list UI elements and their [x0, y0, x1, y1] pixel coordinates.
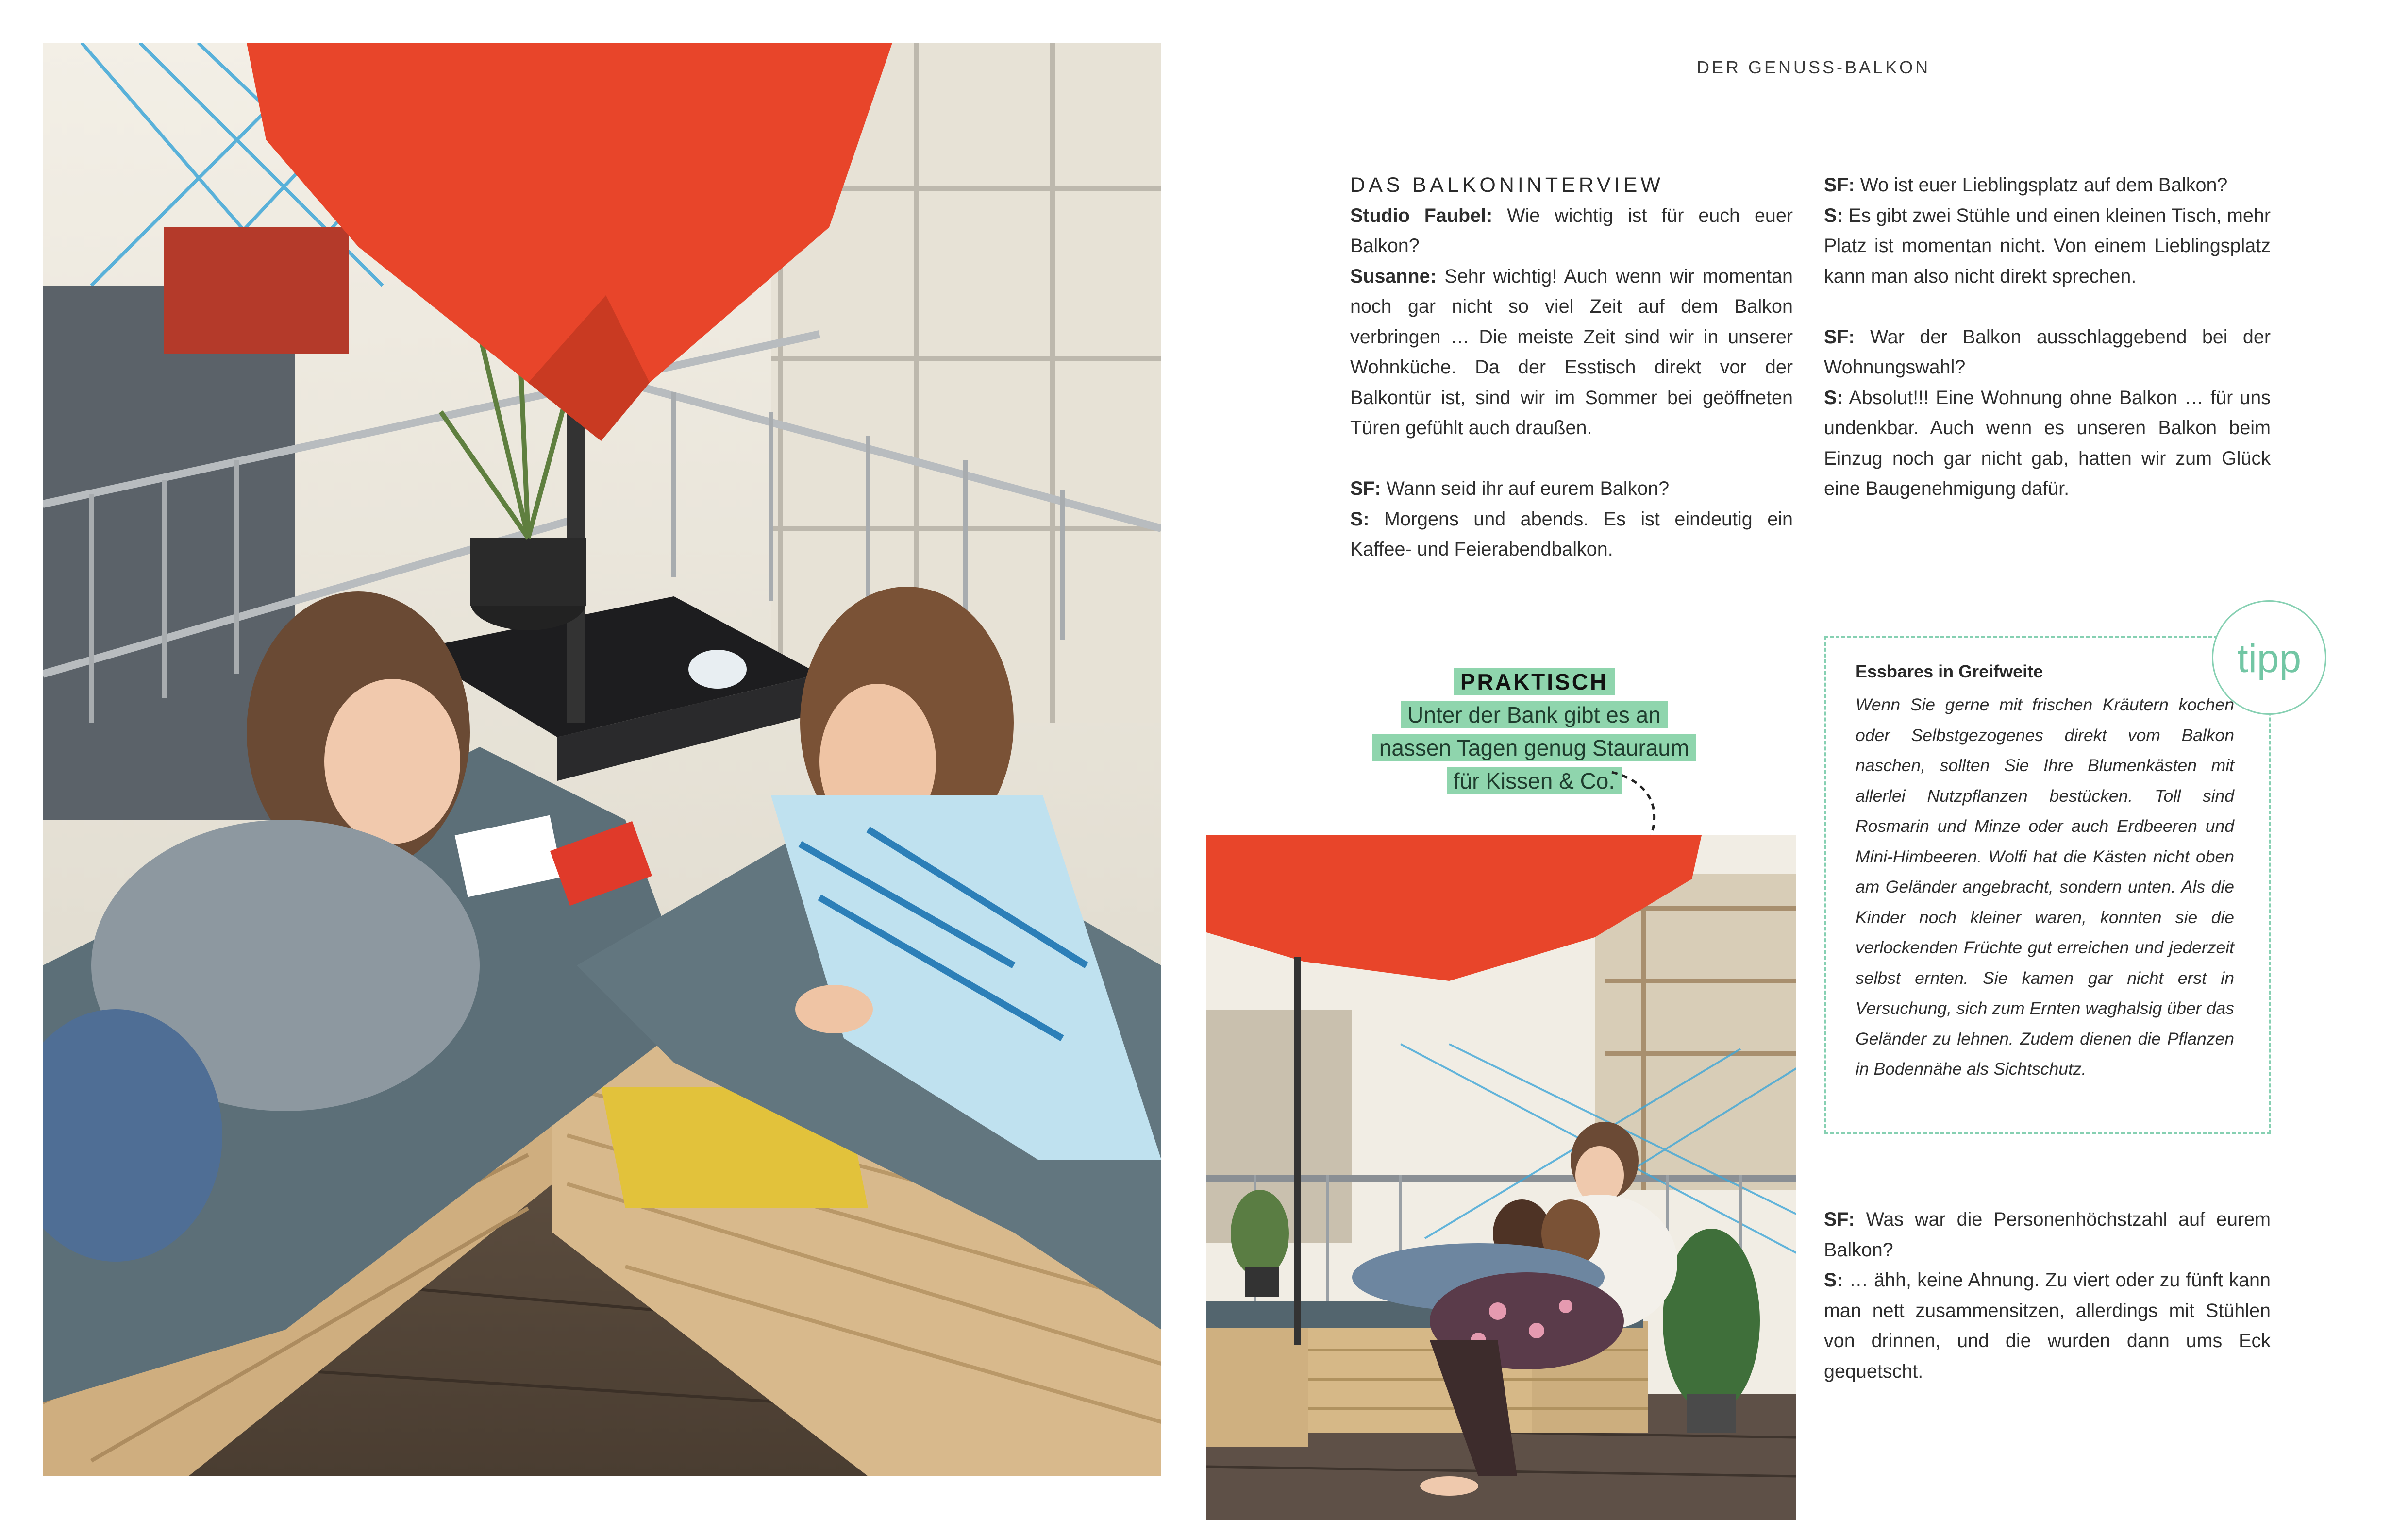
interview-text: Absolut!!! Eine Wohnung ohne Balkon … für uns undenkbar. Auch wenn es unseren Balkon beim Einzug noch gar nicht gab, hatten wir zum Glück eine Baugenehmigung dafür. — [1824, 387, 2271, 499]
speaker-label: S: — [1824, 204, 1843, 226]
interview-column-left — [1350, 170, 1793, 565]
interview-heading: DAS BALKONINTERVIEW — [1350, 173, 1664, 197]
main-balcony-photo — [43, 43, 1161, 1476]
interview-column-bottom — [1824, 1204, 2271, 1386]
interview-text: Wann seid ihr auf eurem Balkon? — [1381, 478, 1670, 499]
callout-line: für Kissen & Co. — [1447, 767, 1622, 794]
tipp-badge: tipp — [2212, 600, 2326, 715]
callout-title: PRAKTISCH — [1454, 668, 1615, 695]
speaker-label: S: — [1824, 1269, 1843, 1291]
interview-text: Es gibt zwei Stühle und einen kleinen Tisch, mehr Platz ist momentan nicht. Von einem Lieblingsplatz kann man also nicht direkt sprechen. — [1824, 204, 2271, 287]
interview-paragraph — [1824, 383, 2271, 504]
speaker-label: SF: — [1824, 174, 1855, 196]
secondary-photo-illustration — [1206, 835, 1796, 1520]
speaker-label: SF: — [1350, 478, 1381, 499]
interview-text: Wo ist euer Lieblingsplatz auf dem Balkon? — [1855, 174, 2228, 196]
tipp-title: Essbares in Greifweite — [1856, 661, 2043, 681]
interview-paragraph — [1350, 473, 1793, 504]
secondary-balcony-photo — [1206, 835, 1796, 1520]
speaker-label: SF: — [1824, 326, 1855, 348]
speaker-label: S: — [1824, 387, 1843, 408]
interview-paragraph — [1824, 322, 2271, 383]
interview-paragraph — [1824, 1265, 2271, 1386]
interview-paragraph — [1824, 1204, 2271, 1265]
tipp-text: Wenn Sie gerne mit frischen Kräutern kochen oder Selbstgezogenes direkt vom Balkon naschen, sollten Sie Ihre Blumenkästen mit allerlei Nutzpflanzen bestücken. Toll sind Rosmarin und Minze oder auch Erdbeeren und Mini-Himbeeren. Wolfi hat die Kästen nicht oben am Geländer angebracht, sondern unten. Als die Kinder noch kleiner waren, konnten sie die verlockenden Früchte gut erreichen und jederzeit selbst ernten. Sie kamen gar nicht erst in Versuchung, sich zum Ernten waghalsig über das Geländer zu lehnen. Zudem dienen die Pflanzen in Bodennähe als Sichtschutz. — [1856, 695, 2234, 1079]
interview-paragraph — [1824, 201, 2271, 292]
interview-paragraph — [1350, 504, 1793, 565]
interview-column-right — [1824, 170, 2271, 504]
running-head: DER GENUSS-BALKON — [1697, 57, 1931, 77]
speaker-label: Susanne: — [1350, 265, 1437, 287]
speaker-label: S: — [1350, 508, 1370, 530]
speaker-label: SF: — [1824, 1209, 1855, 1230]
interview-text: Sehr wichtig! Auch wenn wir momentan noch gar nicht so viel Zeit auf dem Balkon verbringen … Die meiste Zeit sind wir in unserer Wohnküche. Da der Esstisch direkt vor der Balkontür ist, sind wir im Sommer bei geöffneten Türen gefühlt auch draußen. — [1350, 265, 1793, 439]
callout-line: Unter der Bank gibt es an — [1401, 701, 1668, 728]
interview-text: Morgens und abends. Es ist eindeutig ein Kaffee- und Feierabendbalkon. — [1350, 508, 1793, 560]
interview-text: Wie wichtig ist für euch euer Balkon? — [1350, 204, 1793, 256]
main-photo-illustration — [43, 43, 1161, 1476]
interview-paragraph — [1824, 170, 2271, 201]
interview-text: … ähh, keine Ahnung. Zu viert oder zu fünft kann man nett zusammensitzen, allerdings mit Stühlen von drinnen, und die wurden dann ums Eck gequetscht. — [1824, 1269, 2271, 1382]
callout-line: nassen Tagen genug Stauraum — [1372, 734, 1696, 761]
interview-text: War der Balkon ausschlaggebend bei der Wohnungswahl? — [1824, 326, 2271, 378]
praktisch-callout — [1311, 665, 1757, 797]
interview-paragraph — [1350, 201, 1793, 261]
interview-text: Was war die Personenhöchstzahl auf eurem Balkon? — [1824, 1209, 2271, 1261]
speaker-label: Studio Faubel: — [1350, 204, 1493, 226]
interview-paragraph — [1350, 261, 1793, 443]
